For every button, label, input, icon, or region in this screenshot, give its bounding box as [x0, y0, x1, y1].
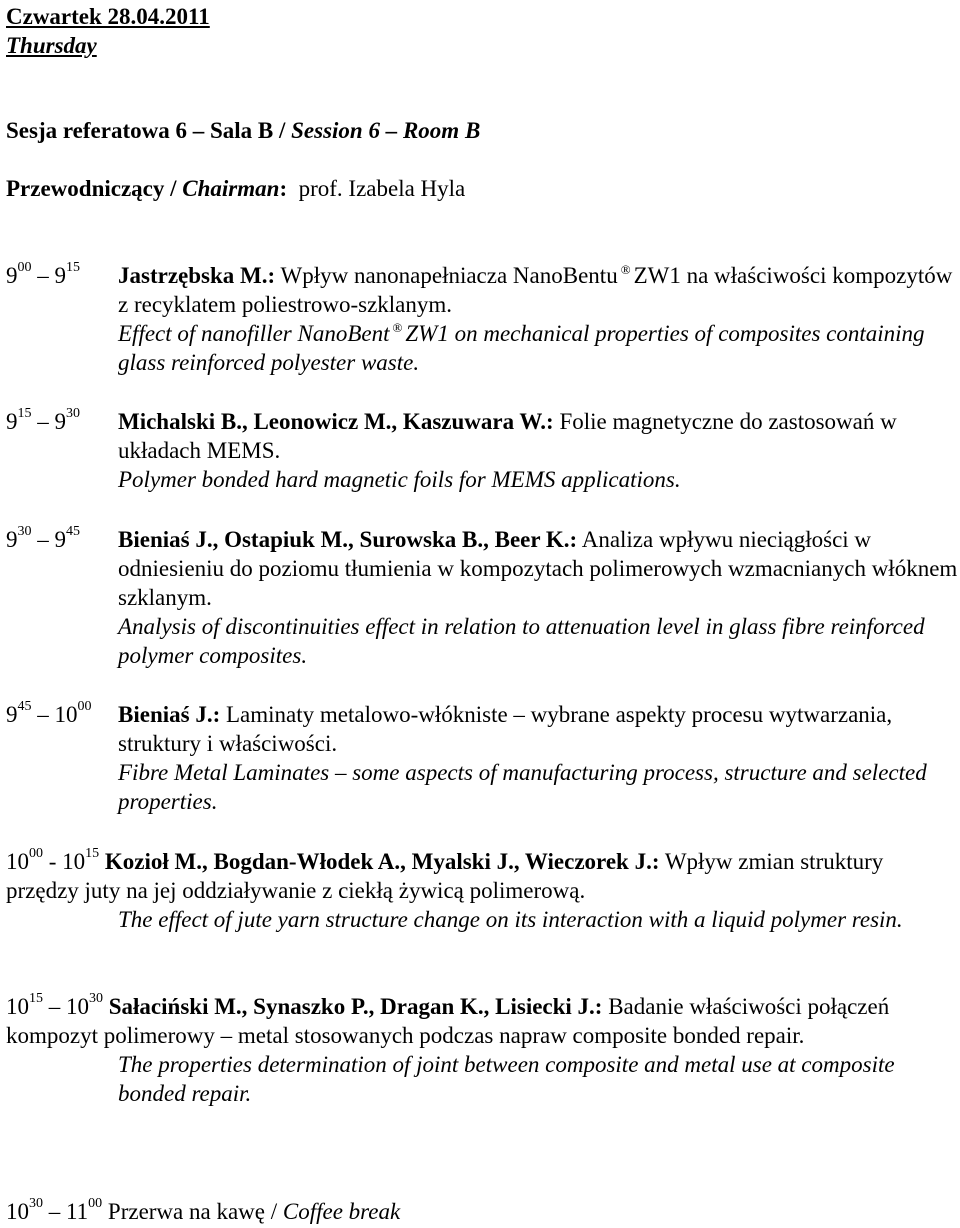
time-slot-break: $10^{30} - 11^{00}$: [6, 1196, 103, 1224]
talk-1: [118, 261, 958, 377]
talk-title-en: Analysis of discontinuities effect in relation to attenuation level in glass fibre reinforced polymer composites.: [118, 614, 925, 668]
talk-title-en: Fibre Metal Laminates – some aspects of manufacturing process, structure and selected properties.: [118, 760, 927, 814]
talk-title-en: The effect of jute yarn structure change on its interaction with a liquid polymer resin.: [118, 907, 903, 932]
day-en-text: Thursday: [6, 33, 97, 58]
coffee-break: [6, 1197, 958, 1226]
date-heading: [6, 2, 210, 31]
talk-5: [6, 847, 958, 934]
date-text: Czwartek 28.04.2011: [6, 4, 210, 29]
talk-title-pl: $10^{15} - 10^{30}$ Sałaciński M., Synaszko P., Dragan K., Lisiecki J.: Badanie właściwości połączeń kompozyt polimerowy – metal stosowanych podczas napraw composite bonded repair.: [6, 991, 890, 1048]
break-label-pl: Przerwa na kawę /: [107, 1199, 278, 1224]
chair-colon: :: [279, 176, 288, 201]
talk-authors: Kozioł M., Bogdan-Włodek A., Myalski J., Wieczorek J.:: [104, 849, 660, 874]
chair-line: [6, 174, 465, 203]
time-slot-1: $9^{00} - 9^{15}$: [6, 260, 80, 288]
talk-title-pl: $10^{00} - 10^{15}$ Kozioł M., Bogdan-Włodek A., Myalski J., Wieczorek J.: Wpływ zmian struktury przędzy juty na jej oddziaływanie z ciekłą żywicą polimerową.: [6, 846, 884, 903]
chair-en: Chairman: [182, 176, 280, 201]
time-slot-3: $9^{30} - 9^{45}$: [6, 524, 80, 552]
talk-6: [6, 992, 958, 1108]
talk-authors: Jastrzębska M.:: [118, 263, 276, 288]
talk-4: [118, 700, 958, 816]
talk-title-pl: Bieniaś J., Ostapiuk M., Surowska B., Beer K.: Analiza wpływu nieciągłości w odniesieniu do poziomu tłumienia w kompozytach polimerowych wzmacnianych włóknem szklanym.: [118, 527, 958, 610]
talk-title-en: Effect of nanofiller NanoBent ® ZW1 on mechanical properties of composites containing glass reinforced polyester waste.: [118, 320, 925, 375]
registered-mark-icon: ®: [620, 262, 631, 278]
session-en: Session 6 – Room B: [291, 118, 481, 143]
time-slot-6: $10^{15} - 10^{30}$: [6, 991, 103, 1019]
talk-title-pl: Jastrzębska M.: Wpływ nanonapełniacza NanoBentu ® ZW1 na właściwości kompozytów z recyklatem poliestrowo-szklanym.: [118, 262, 953, 317]
time-slot-5: $10^{00} - 10^{15}$: [6, 846, 100, 874]
talk-title-pl: Bieniaś J.: Laminaty metalowo-włókniste – wybrane aspekty procesu wytwarzania, struktury i właściwości.: [118, 702, 893, 756]
session-pl: Sesja referatowa 6 – Sala B /: [6, 118, 286, 143]
talk-authors: Bieniaś J., Ostapiuk M., Surowska B., Beer K.:: [118, 527, 578, 552]
day-heading: [6, 31, 97, 60]
talk-authors: Michalski B., Leonowicz M., Kaszuwara W.:: [118, 409, 554, 434]
talk-authors: Sałaciński M., Synaszko P., Dragan K., Lisiecki J.:: [108, 994, 603, 1019]
talk-3: [118, 525, 958, 670]
time-slot-2: $9^{15} - 9^{30}$: [6, 406, 80, 434]
chair-pl: Przewodniczący /: [6, 176, 177, 201]
registered-mark-icon: ®: [392, 320, 403, 336]
talk-title-en: The properties determination of joint between composite and metal use at composite bonded repair.: [118, 1052, 895, 1106]
talk-authors: Bieniaś J.:: [118, 702, 221, 727]
talk-2: [118, 407, 958, 494]
time-slot-4: $9^{45} - 10^{00}$: [6, 699, 92, 727]
session-heading: [6, 116, 480, 145]
talk-title-pl: Michalski B., Leonowicz M., Kaszuwara W.: Folie magnetyczne do zastosowań w układach MEMS.: [118, 409, 897, 463]
chair-name: prof. Izabela Hyla: [298, 176, 466, 201]
talk-title-en: Polymer bonded hard magnetic foils for MEMS applications.: [118, 467, 681, 492]
break-label-en: Coffee break: [282, 1199, 401, 1224]
